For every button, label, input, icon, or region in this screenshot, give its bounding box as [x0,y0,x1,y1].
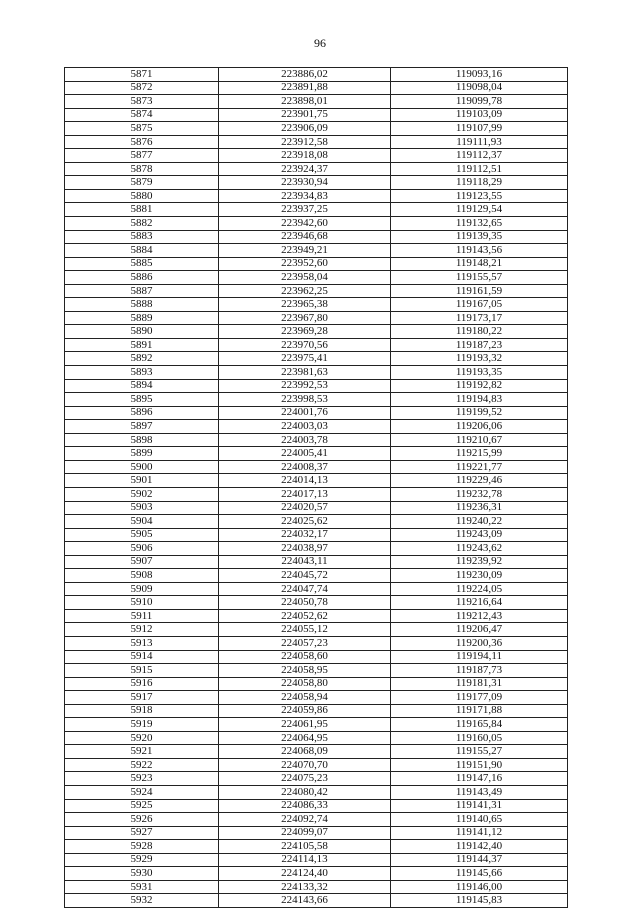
table-row [65,420,568,434]
x-coordinate-cell: 223946,68 [219,230,391,244]
table-row [65,555,568,569]
point-number-cell: 5894 [65,379,219,393]
table-row [65,677,568,691]
table-row [65,772,568,786]
table-row [65,284,568,298]
point-number-cell: 5899 [65,447,219,461]
x-coordinate-cell: 223906,09 [219,122,391,136]
y-coordinate-cell: 119146,00 [391,880,568,894]
y-coordinate-cell: 119145,66 [391,867,568,881]
x-coordinate-cell: 223981,63 [219,366,391,380]
table-row [65,352,568,366]
table-row [65,95,568,109]
point-number-cell: 5898 [65,433,219,447]
table-row [65,636,568,650]
point-number-cell: 5889 [65,311,219,325]
x-coordinate-cell: 223958,04 [219,271,391,285]
point-number-cell: 5922 [65,758,219,772]
point-number-cell: 5876 [65,135,219,149]
y-coordinate-cell: 119193,35 [391,366,568,380]
x-coordinate-cell: 223949,21 [219,244,391,258]
y-coordinate-cell: 119112,37 [391,149,568,163]
y-coordinate-cell: 119210,67 [391,433,568,447]
x-coordinate-cell: 223998,53 [219,393,391,407]
table-row [65,203,568,217]
y-coordinate-cell: 119160,05 [391,731,568,745]
x-coordinate-cell: 223930,94 [219,176,391,190]
x-coordinate-cell: 224017,13 [219,487,391,501]
point-number-cell: 5908 [65,569,219,583]
point-number-cell: 5930 [65,867,219,881]
table-row [65,217,568,231]
table-row [65,867,568,881]
x-coordinate-cell: 223965,38 [219,298,391,312]
y-coordinate-cell: 119129,54 [391,203,568,217]
x-coordinate-cell: 224020,57 [219,501,391,515]
table-row [65,433,568,447]
point-number-cell: 5916 [65,677,219,691]
point-number-cell: 5926 [65,813,219,827]
y-coordinate-cell: 119240,22 [391,515,568,529]
table-row [65,785,568,799]
point-number-cell: 5872 [65,81,219,95]
x-coordinate-cell: 223967,80 [219,311,391,325]
y-coordinate-cell: 119118,29 [391,176,568,190]
x-coordinate-cell: 224003,03 [219,420,391,434]
table-row [65,230,568,244]
table-row [65,460,568,474]
y-coordinate-cell: 119221,77 [391,460,568,474]
x-coordinate-cell: 223886,02 [219,68,391,82]
table-row [65,162,568,176]
table-row [65,271,568,285]
x-coordinate-cell: 223975,41 [219,352,391,366]
y-coordinate-cell: 119123,55 [391,189,568,203]
x-coordinate-cell: 224075,23 [219,772,391,786]
table-row [65,528,568,542]
point-number-cell: 5871 [65,68,219,82]
x-coordinate-cell: 224143,66 [219,894,391,908]
y-coordinate-cell: 119141,12 [391,826,568,840]
x-coordinate-cell: 224064,95 [219,731,391,745]
table-row [65,244,568,258]
x-coordinate-cell: 224043,11 [219,555,391,569]
point-number-cell: 5931 [65,880,219,894]
point-number-cell: 5903 [65,501,219,515]
point-number-cell: 5909 [65,582,219,596]
x-coordinate-cell: 224070,70 [219,758,391,772]
y-coordinate-cell: 119165,84 [391,718,568,732]
y-coordinate-cell: 119132,65 [391,217,568,231]
table-row [65,840,568,854]
point-number-cell: 5895 [65,393,219,407]
y-coordinate-cell: 119111,93 [391,135,568,149]
x-coordinate-cell: 224014,13 [219,474,391,488]
y-coordinate-cell: 119193,32 [391,352,568,366]
table-row [65,68,568,82]
y-coordinate-cell: 119236,31 [391,501,568,515]
x-coordinate-cell: 223912,58 [219,135,391,149]
x-coordinate-cell: 224050,78 [219,596,391,610]
point-number-cell: 5917 [65,691,219,705]
point-number-cell: 5925 [65,799,219,813]
x-coordinate-cell: 224105,58 [219,840,391,854]
table-row [65,758,568,772]
y-coordinate-cell: 119206,47 [391,623,568,637]
y-coordinate-cell: 119243,09 [391,528,568,542]
point-number-cell: 5881 [65,203,219,217]
y-coordinate-cell: 119229,46 [391,474,568,488]
point-number-cell: 5915 [65,664,219,678]
x-coordinate-cell: 224133,32 [219,880,391,894]
table-row [65,542,568,556]
point-number-cell: 5880 [65,189,219,203]
y-coordinate-cell: 119199,52 [391,406,568,420]
y-coordinate-cell: 119103,09 [391,108,568,122]
x-coordinate-cell: 223952,60 [219,257,391,271]
table-row [65,176,568,190]
point-number-cell: 5888 [65,298,219,312]
table-row [65,745,568,759]
point-number-cell: 5918 [65,704,219,718]
x-coordinate-cell: 224047,74 [219,582,391,596]
point-number-cell: 5923 [65,772,219,786]
point-number-cell: 5874 [65,108,219,122]
y-coordinate-cell: 119230,09 [391,569,568,583]
table-row [65,149,568,163]
x-coordinate-cell: 224124,40 [219,867,391,881]
table-row [65,81,568,95]
y-coordinate-cell: 119140,65 [391,813,568,827]
x-coordinate-cell: 223891,88 [219,81,391,95]
table-row [65,501,568,515]
y-coordinate-cell: 119224,05 [391,582,568,596]
y-coordinate-cell: 119098,04 [391,81,568,95]
table-row [65,311,568,325]
table-row [65,325,568,339]
x-coordinate-cell: 224092,74 [219,813,391,827]
x-coordinate-cell: 224114,13 [219,853,391,867]
point-number-cell: 5932 [65,894,219,908]
y-coordinate-cell: 119215,99 [391,447,568,461]
point-number-cell: 5896 [65,406,219,420]
y-coordinate-cell: 119145,83 [391,894,568,908]
point-number-cell: 5893 [65,366,219,380]
x-coordinate-cell: 224058,60 [219,650,391,664]
table-row [65,650,568,664]
point-number-cell: 5907 [65,555,219,569]
point-number-cell: 5897 [65,420,219,434]
x-coordinate-cell: 224025,62 [219,515,391,529]
point-number-cell: 5912 [65,623,219,637]
y-coordinate-cell: 119181,31 [391,677,568,691]
x-coordinate-cell: 224008,37 [219,460,391,474]
table-row [65,474,568,488]
point-number-cell: 5910 [65,596,219,610]
x-coordinate-cell: 224001,76 [219,406,391,420]
x-coordinate-cell: 223901,75 [219,108,391,122]
y-coordinate-cell: 119180,22 [391,325,568,339]
point-number-cell: 5885 [65,257,219,271]
x-coordinate-cell: 224058,80 [219,677,391,691]
point-number-cell: 5887 [65,284,219,298]
point-number-cell: 5879 [65,176,219,190]
y-coordinate-cell: 119093,16 [391,68,568,82]
x-coordinate-cell: 223970,56 [219,338,391,352]
coordinates-table-body [65,68,568,908]
point-number-cell: 5875 [65,122,219,136]
x-coordinate-cell: 223969,28 [219,325,391,339]
x-coordinate-cell: 224005,41 [219,447,391,461]
x-coordinate-cell: 224055,12 [219,623,391,637]
y-coordinate-cell: 119148,21 [391,257,568,271]
table-row [65,298,568,312]
x-coordinate-cell: 224058,95 [219,664,391,678]
y-coordinate-cell: 119177,09 [391,691,568,705]
y-coordinate-cell: 119144,37 [391,853,568,867]
table-row [65,406,568,420]
y-coordinate-cell: 119139,35 [391,230,568,244]
point-number-cell: 5921 [65,745,219,759]
x-coordinate-cell: 224032,17 [219,528,391,542]
y-coordinate-cell: 119194,11 [391,650,568,664]
table-row [65,704,568,718]
y-coordinate-cell: 119173,17 [391,311,568,325]
table-row [65,880,568,894]
point-number-cell: 5891 [65,338,219,352]
x-coordinate-cell: 223898,01 [219,95,391,109]
table-row [65,447,568,461]
point-number-cell: 5920 [65,731,219,745]
x-coordinate-cell: 224059,86 [219,704,391,718]
table-row [65,799,568,813]
x-coordinate-cell: 223962,25 [219,284,391,298]
table-row [65,664,568,678]
point-number-cell: 5919 [65,718,219,732]
y-coordinate-cell: 119147,16 [391,772,568,786]
y-coordinate-cell: 119112,51 [391,162,568,176]
y-coordinate-cell: 119143,56 [391,244,568,258]
table-row [65,366,568,380]
y-coordinate-cell: 119232,78 [391,487,568,501]
x-coordinate-cell: 224038,97 [219,542,391,556]
table-row [65,393,568,407]
point-number-cell: 5924 [65,785,219,799]
point-number-cell: 5882 [65,217,219,231]
point-number-cell: 5878 [65,162,219,176]
x-coordinate-cell: 224057,23 [219,636,391,650]
y-coordinate-cell: 119216,64 [391,596,568,610]
x-coordinate-cell: 224052,62 [219,609,391,623]
y-coordinate-cell: 119142,40 [391,840,568,854]
point-number-cell: 5911 [65,609,219,623]
point-number-cell: 5906 [65,542,219,556]
y-coordinate-cell: 119167,05 [391,298,568,312]
table-row [65,813,568,827]
table-row [65,515,568,529]
x-coordinate-cell: 224068,09 [219,745,391,759]
table-row [65,718,568,732]
table-row [65,569,568,583]
x-coordinate-cell: 223918,08 [219,149,391,163]
table-row [65,826,568,840]
point-number-cell: 5890 [65,325,219,339]
x-coordinate-cell: 224061,95 [219,718,391,732]
x-coordinate-cell: 224080,42 [219,785,391,799]
point-number-cell: 5873 [65,95,219,109]
table-row [65,379,568,393]
table-row [65,582,568,596]
x-coordinate-cell: 224003,78 [219,433,391,447]
point-number-cell: 5929 [65,853,219,867]
x-coordinate-cell: 223942,60 [219,217,391,231]
y-coordinate-cell: 119141,31 [391,799,568,813]
y-coordinate-cell: 119161,59 [391,284,568,298]
y-coordinate-cell: 119239,92 [391,555,568,569]
table-row [65,853,568,867]
table-row [65,108,568,122]
x-coordinate-cell: 223992,53 [219,379,391,393]
point-number-cell: 5904 [65,515,219,529]
point-number-cell: 5884 [65,244,219,258]
x-coordinate-cell: 224045,72 [219,569,391,583]
x-coordinate-cell: 224058,94 [219,691,391,705]
y-coordinate-cell: 119200,36 [391,636,568,650]
x-coordinate-cell: 223934,83 [219,189,391,203]
y-coordinate-cell: 119187,73 [391,664,568,678]
point-number-cell: 5913 [65,636,219,650]
page-number: 96 [314,36,326,50]
y-coordinate-cell: 119194,83 [391,393,568,407]
table-row [65,691,568,705]
y-coordinate-cell: 119192,82 [391,379,568,393]
x-coordinate-cell: 223937,25 [219,203,391,217]
table-row [65,189,568,203]
point-number-cell: 5886 [65,271,219,285]
point-number-cell: 5928 [65,840,219,854]
y-coordinate-cell: 119171,88 [391,704,568,718]
coordinates-table [64,67,568,908]
x-coordinate-cell: 224099,07 [219,826,391,840]
table-row [65,731,568,745]
table-row [65,596,568,610]
y-coordinate-cell: 119155,57 [391,271,568,285]
x-coordinate-cell: 223924,37 [219,162,391,176]
y-coordinate-cell: 119099,78 [391,95,568,109]
y-coordinate-cell: 119143,49 [391,785,568,799]
y-coordinate-cell: 119155,27 [391,745,568,759]
table-row [65,609,568,623]
point-number-cell: 5892 [65,352,219,366]
table-row [65,135,568,149]
table-row [65,122,568,136]
y-coordinate-cell: 119107,99 [391,122,568,136]
y-coordinate-cell: 119243,62 [391,542,568,556]
x-coordinate-cell: 224086,33 [219,799,391,813]
y-coordinate-cell: 119151,90 [391,758,568,772]
point-number-cell: 5900 [65,460,219,474]
point-number-cell: 5927 [65,826,219,840]
point-number-cell: 5877 [65,149,219,163]
y-coordinate-cell: 119212,43 [391,609,568,623]
point-number-cell: 5914 [65,650,219,664]
y-coordinate-cell: 119187,23 [391,338,568,352]
table-row [65,487,568,501]
point-number-cell: 5901 [65,474,219,488]
table-row [65,338,568,352]
y-coordinate-cell: 119206,06 [391,420,568,434]
point-number-cell: 5902 [65,487,219,501]
table-row [65,623,568,637]
table-row [65,257,568,271]
table-row [65,894,568,908]
point-number-cell: 5883 [65,230,219,244]
point-number-cell: 5905 [65,528,219,542]
